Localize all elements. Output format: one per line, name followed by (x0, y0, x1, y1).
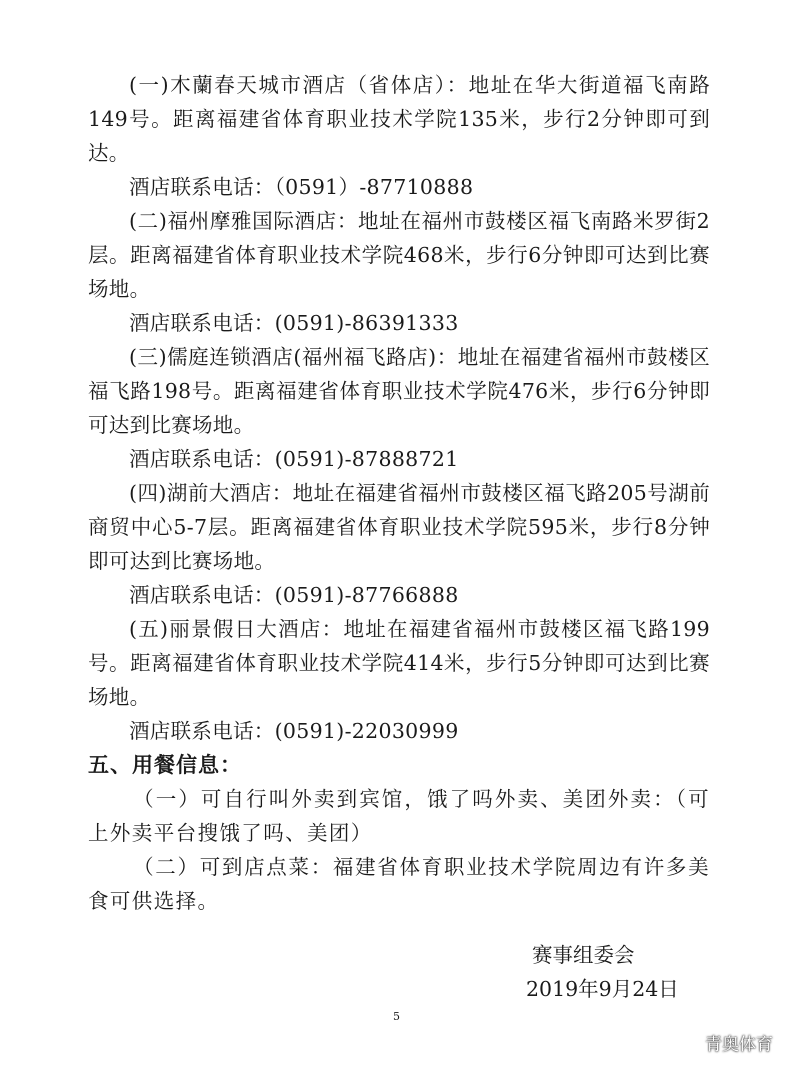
wechat-icon (673, 1032, 699, 1054)
hotel-phone: 酒店联系电话：(0591)-87766888 (129, 583, 459, 607)
hotel-phone: 酒店联系电话：(0591)-22030999 (129, 719, 459, 743)
hotel-entry (88, 204, 710, 340)
hotel-entry (88, 68, 710, 204)
signature-block (526, 938, 679, 1006)
hotel-description: (五)丽景假日大酒店：地址在福建省福州市鼓楼区福飞路199号。距离福建省体育职业技术学院414米，步行5分钟即可达到比赛场地。 (88, 617, 710, 709)
hotel-description: (四)湖前大酒店：地址在福建省福州市鼓楼区福飞路205号湖前商贸中心5-7层。距离福建省体育职业技术学院595米，步行8分钟即可达到比赛场地。 (88, 481, 710, 573)
hotel-phone: 酒店联系电话：（0591）-87710888 (129, 175, 474, 199)
page-number: 5 (393, 1010, 400, 1023)
document-body (88, 68, 710, 918)
dining-item: （一）可自行叫外卖到宾馆，饿了吗外卖、美团外卖：（可上外卖平台搜饿了吗、美团） (88, 787, 710, 845)
hotel-description: (二)福州摩雅国际酒店：地址在福州市鼓楼区福飞南路米罗街2层。距离福建省体育职业技术学院468米，步行6分钟即可达到比赛场地。 (88, 209, 710, 301)
signature-date: 2019年9月24日 (526, 977, 679, 1001)
hotel-description: (三)儒庭连锁酒店(福州福飞路店)：地址在福建省福州市鼓楼区福飞路198号。距离福建省体育职业技术学院476米，步行6分钟即可达到比赛场地。 (88, 345, 710, 437)
hotel-phone: 酒店联系电话：(0591)-86391333 (129, 311, 459, 335)
watermark-text: 青奥体育 (705, 1035, 773, 1055)
dining-item: （二）可到店点菜：福建省体育职业技术学院周边有许多美食可供选择。 (88, 855, 710, 913)
organizer-name: 赛事组委会 (532, 943, 635, 967)
hotel-entry (88, 612, 710, 748)
hotel-phone: 酒店联系电话：(0591)-87888721 (129, 447, 459, 471)
hotel-entry (88, 340, 710, 476)
watermark (673, 1030, 773, 1055)
hotel-description: (一)木蘭春天城市酒店（省体店）：地址在华大街道福飞南路149号。距离福建省体育职业技术学院135米，步行2分钟即可到达。 (88, 73, 710, 165)
hotel-entry (88, 476, 710, 612)
dining-heading: 五、用餐信息： (88, 753, 242, 777)
